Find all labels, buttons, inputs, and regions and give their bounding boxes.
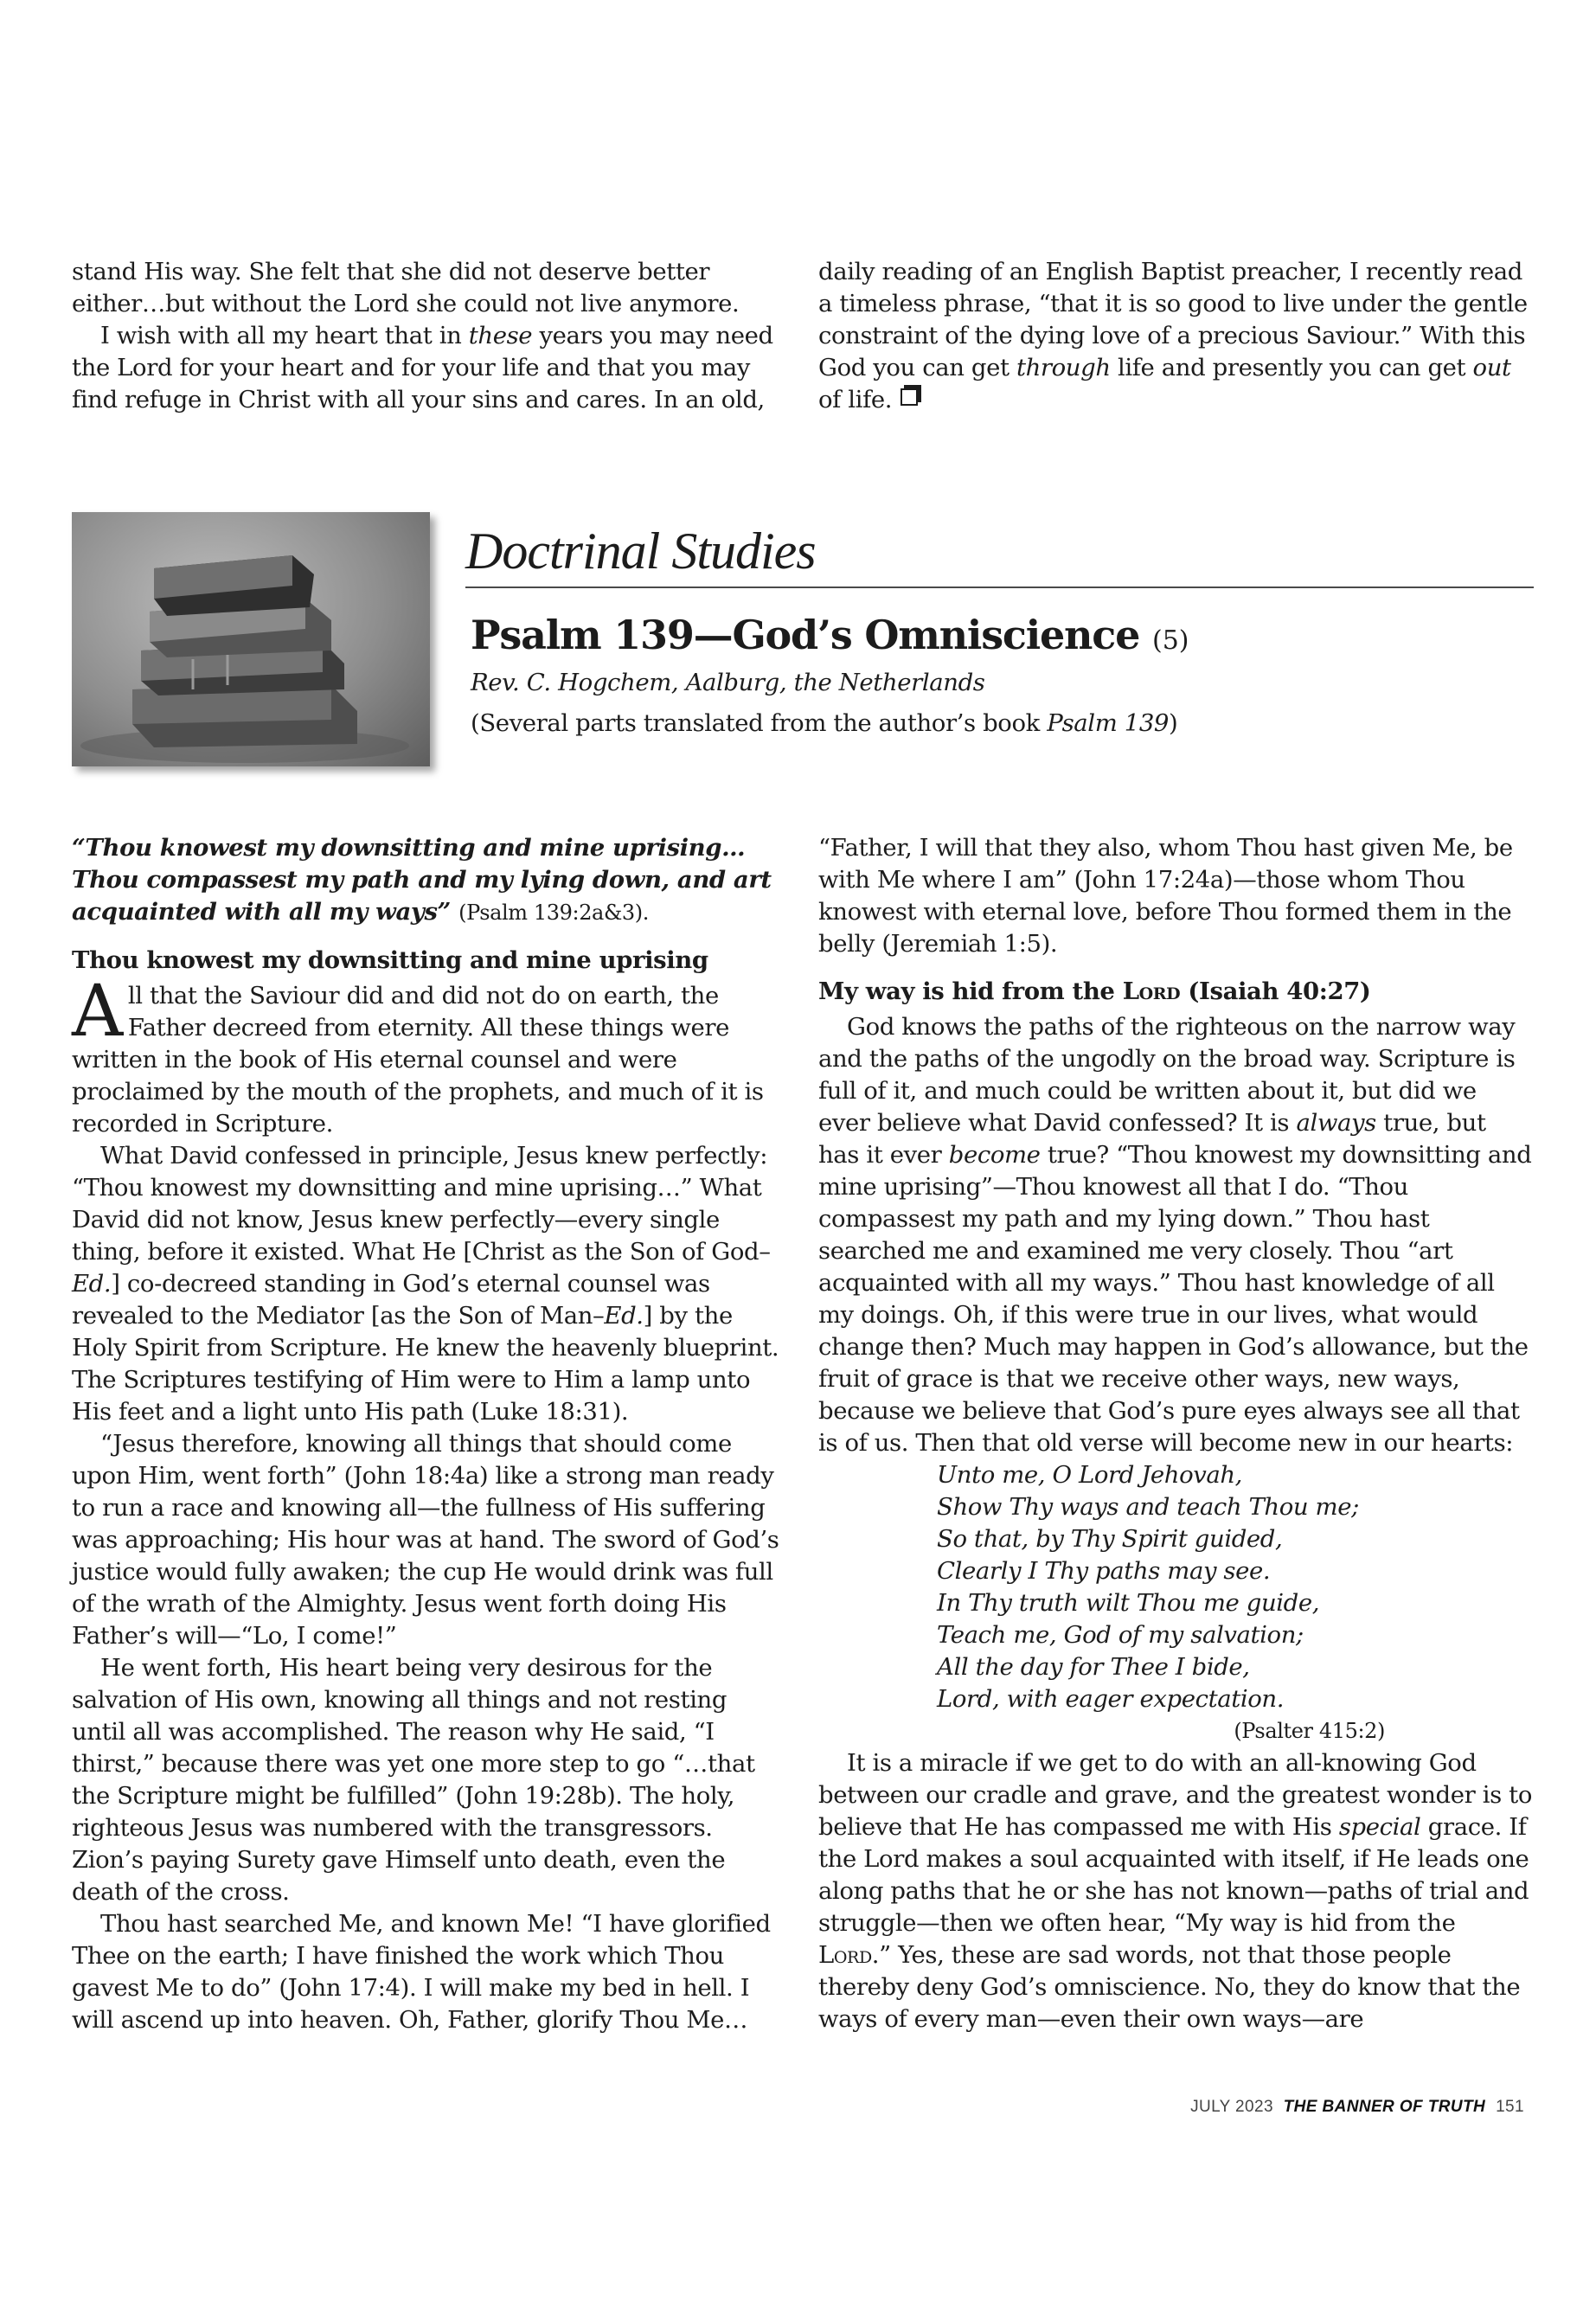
end-of-article-mark-icon	[901, 388, 918, 406]
paragraph: It is a miracle if we get to do with an all-knowing God between our cradle and grave, and the greatest wonder is to believe that He has compassed me with His special grace. If the Lord makes a soul acquainted with itself, if He leads one along paths that he or she has not known—paths of trial and struggle—then we often hear, “My way is hid from the Lord.” Yes, these are sad words, not that those people thereby deny God’s omniscience. No, they do know that the ways of every man—even their own ways—are	[818, 1749, 1532, 2033]
magazine-name: THE BANNER OF TRUTH	[1283, 2098, 1486, 2116]
subheading: My way is hid from the Lord (Isaiah 40:27)	[818, 977, 1371, 1005]
stacked-books-photo	[72, 512, 430, 766]
page-footer	[1190, 2098, 1524, 2117]
translation-note: (Several parts translated from the author’s book Psalm 139)	[471, 709, 1178, 737]
paragraph: I wish with all my heart that in these years you may need the Lord for your heart and for your life and that you may find refuge in Christ with all your sins and cares. In an old,	[72, 322, 773, 413]
verse-line: So that, by Thy Spirit guided,	[937, 1525, 1283, 1553]
paragraph-dropcap: All that the Saviour did and did not do on earth, the Father decreed from eternity. All these things were written in the book of His eternal counsel and were proclaimed by the mouth of the prophets, and much of it is recorded in Scripture.	[72, 971, 764, 1138]
verse-line: Unto me, O Lord Jehovah,	[937, 1461, 1243, 1489]
epigraph-reference: (Psalm 139:2a&3).	[458, 901, 649, 925]
section-title: Doctrinal Studies	[465, 522, 816, 580]
page-number: 151	[1496, 2098, 1524, 2116]
article-title: Psalm 139—God’s Omniscience (5)	[471, 612, 1189, 658]
verse-line: Teach me, God of my salvation;	[937, 1621, 1304, 1649]
article-right-column	[818, 832, 1532, 2035]
article-part-number: (5)	[1152, 625, 1189, 656]
paragraph: God knows the paths of the righteous on the narrow way and the paths of the ungodly on the broad way. Scripture is full of it, and much could be written about it, but did we ever believe what David confessed? It is always true, but has it ever become true? “Thou knowest my downsitting and mine uprising”—Thou knowest all that I do. “Thou compassest my path and my lying down.” Thou hast searched me and examined me very closely. Thou “art acquainted with all my ways.” Thou hast knowledge of all my doings. Oh, if this were true in our lives, what would change then? Much may happen in God’s allowance, but the fruit of grace is that we receive other ways, new ways, because we believe that God’s pure eyes always see all that is of us. Then that old verse will become new in our hearts:	[818, 1013, 1532, 1457]
verse-line: Clearly I Thy paths may see.	[937, 1557, 1271, 1585]
paragraph: What David confessed in principle, Jesus knew perfectly: “Thou knowest my downsitting and mine uprising…” What David did not know, Jesus knew perfectly—every single thing, before it existed. What He [Christ as the Son of God–Ed.] co-decreed standing in God’s eternal counsel was revealed to the Mediator [as the Son of Man–Ed.] by the Holy Spirit from Scripture. He knew the heavenly blueprint. The Scriptures testifying of Him were to Him a lamp unto His feet and a light unto His path (Luke 18:31).	[72, 1142, 779, 1426]
paragraph: He went forth, His heart being very desirous for the salvation of His own, knowing all things and not resting until all was accomplished. The reason why He said, “I thirst,” because there was yet one more step to go “…that the Scripture might be fulfilled” (John 19:28b). The holy, righteous Jesus was numbered with the transgressors. Zion’s paying Surety gave Himself unto death, even the death of the cross.	[72, 1654, 755, 1906]
verse-line: In Thy truth wilt Thou me guide,	[937, 1589, 1320, 1617]
issue-date: JULY 2023	[1190, 2098, 1273, 2116]
verse-line: All the day for Thee I bide,	[937, 1653, 1250, 1681]
author-byline: Rev. C. Hogchem, Aalburg, the Netherlands	[471, 669, 985, 696]
verse-line: Show Thy ways and teach Thou me;	[937, 1493, 1359, 1521]
psalter-verse	[937, 1459, 1532, 1715]
paragraph: Thou hast searched Me, and known Me! “I have glorified Thee on the earth; I have finished the work which Thou gavest Me to do” (John 17:4). I will make my bed in hell. I will ascend up into heaven. Oh, Father, glorify Thou Me…	[72, 1910, 771, 2034]
verse-line: Lord, with eager expectation.	[937, 1685, 1285, 1713]
psalter-reference: (Psalter 415:2)	[1234, 1719, 1385, 1743]
title-divider	[465, 586, 1534, 588]
article-left-column	[72, 832, 785, 2036]
paragraph: stand His way. She felt that she did not deserve better either…but without the Lord she could not live anymore.	[72, 258, 740, 317]
paragraph: daily reading of an English Baptist preacher, I recently read a timeless phrase, “that it is so good to live under the gentle constraint of the dying love of a precious Saviour.” With this God you can get through life and presently you can get out of life.	[818, 258, 1528, 413]
previous-article-right-column	[818, 256, 1532, 416]
epigraph: “Thou knowest my downsitting and mine uprising… Thou compassest my path and my lying down, and art acquainted with all my ways” (Psalm 139:2a&3).	[72, 834, 772, 926]
subheading: Thou knowest my downsitting and mine uprising	[72, 946, 708, 974]
books-illustration-icon	[72, 512, 430, 766]
previous-article-left-column	[72, 256, 785, 416]
paragraph: “Father, I will that they also, whom Thou hast given Me, be with Me where I am” (John 17:24a)—those whom Thou knowest with eternal love, before Thou formed them in the belly (Jeremiah 1:5).	[818, 834, 1513, 958]
paragraph: “Jesus therefore, knowing all things that should come upon Him, went forth” (John 18:4a) like a strong man ready to run a race and knowing all—the fullness of His suffering was approaching; His hour was at hand. The sword of God’s justice would fully awaken; the cup He would drink was full of the wrath of the Almighty. Jesus went forth doing His Father’s will—“Lo, I come!”	[72, 1430, 779, 1650]
